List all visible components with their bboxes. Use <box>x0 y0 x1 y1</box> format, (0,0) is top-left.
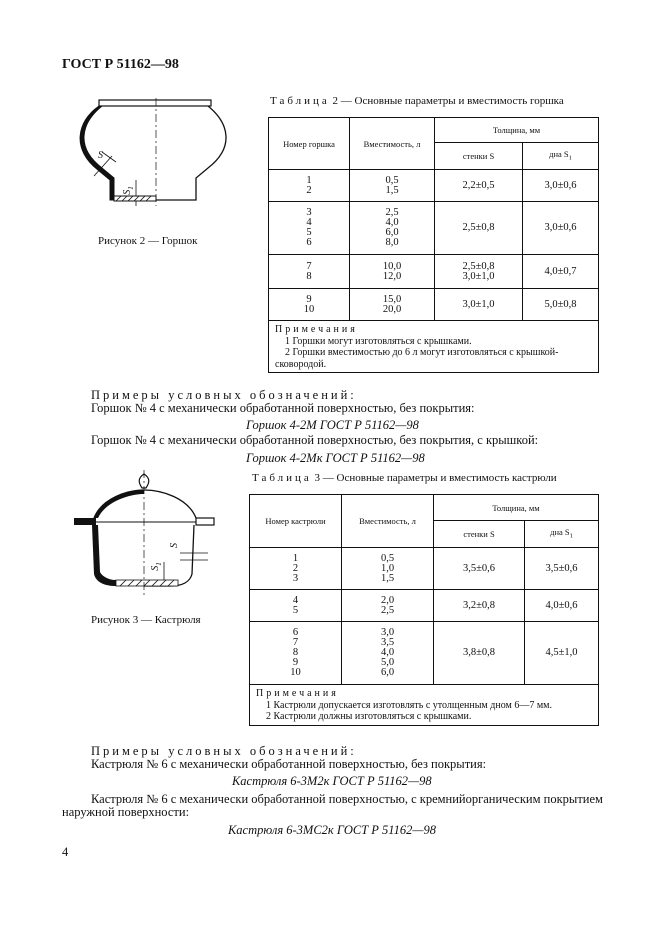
page-number: 4 <box>62 845 69 859</box>
figure-2-label-s: S <box>98 150 103 161</box>
table-row: 1 2 0,5 1,5 2,2±0,5 3,0±0,6 <box>269 170 599 202</box>
examples-1-line-1: Горшок № 4 с механически обработанной поверхностью, без покрытия: <box>91 401 475 415</box>
examples-1-code-2: Горшок 4-2Мк ГОСТ Р 51162—98 <box>246 451 425 465</box>
table-3-header-volume: Вместимость, л <box>342 495 434 548</box>
table-row: 4 5 2,0 2,5 3,2±0,8 4,0±0,6 <box>250 590 599 622</box>
table-row: 7 8 10,0 12,0 2,5±0,8 3,0±1,0 4,0±0,7 <box>269 255 599 289</box>
table-2-header-bottom: дна $S_1$ <box>523 143 599 170</box>
table-2-note-2: 2 Горшки вместимостью до 6 л могут изготовляться с крышкой- <box>285 347 559 358</box>
examples-1-code-1: Горшок 4-2М ГОСТ Р 51162—98 <box>246 418 419 432</box>
table-2-caption: Таблица 2 — Основные параметры и вместимость горшка <box>270 95 564 107</box>
figure-3-caption: Рисунок 3 — Кастрюля <box>91 614 201 626</box>
table-3-header-thickness: Толщина, мм <box>434 495 599 521</box>
table-3-note-1: 1 Кастрюли допускается изготовлять с утолщенным дном 6—7 мм. <box>266 699 552 711</box>
table-2-header-volume: Вместимость, л <box>350 118 435 170</box>
examples-1-line-2: Горшок № 4 с механически обработанной поверхностью, без покрытия, с крышкой: <box>91 433 539 447</box>
table-3-header-number: Номер кастрюли <box>250 495 342 548</box>
table-row: 3 4 5 6 2,5 4,0 6,0 8,0 2,5±0,8 3,0±0,6 <box>269 202 599 255</box>
examples-2-line-2-cont: наружной поверхности: <box>62 805 190 819</box>
examples-2-code-2: Кастрюля 6-3МС2к ГОСТ Р 51162—98 <box>228 823 436 837</box>
examples-2-line-1: Кастрюля № 6 с механически обработанной поверхностью, без покрытия: <box>91 757 487 771</box>
table-2 <box>268 117 599 373</box>
examples-2-title: Примеры условных обозначений: <box>91 744 357 758</box>
table-2-header-thickness: Толщина, мм <box>435 118 599 143</box>
table-3-notes-row <box>250 685 599 726</box>
figure-3-label-s1: $S_1$ <box>149 562 163 571</box>
examples-2-line-2: Кастрюля № 6 с механически обработанной поверхностью, с кремнийорганическим покрытием <box>91 792 603 806</box>
table-row: 6 7 8 9 10 3,0 3,5 4,0 5,0 6,0 3,8±0,8 4,5±1,0 <box>250 622 599 685</box>
table-2-header-wall: стенки S <box>435 143 523 170</box>
table-3-note-2: 2 Кастрюли должны изготовляться с крышками. <box>266 711 472 722</box>
examples-2-code-1: Кастрюля 6-3М2к ГОСТ Р 51162—98 <box>232 774 432 788</box>
figure-2-caption: Рисунок 2 — Горшок <box>98 235 198 247</box>
table-2-note-2-cont: сковородой. <box>275 358 327 370</box>
table-2-header-number: Номер горшка <box>269 118 350 170</box>
table-3 <box>249 494 599 726</box>
table-3-notes-title: Примечания <box>256 688 339 699</box>
table-row: 1 2 3 0,5 1,0 1,5 3,5±0,6 3,5±0,6 <box>250 548 599 590</box>
figure-2-label-s1: $S_1$ <box>121 186 135 195</box>
figure-3-label-s: S <box>169 543 180 548</box>
figure-3-saucepan-drawing <box>72 468 222 598</box>
examples-1-title: Примеры условных обозначений: <box>91 388 357 402</box>
table-3-header-wall: стенки S <box>434 521 525 548</box>
table-2-note-1: 1 Горшки могут изготовляться с крышками. <box>285 335 472 347</box>
table-3-header-bottom: дна $S_1$ <box>525 521 599 548</box>
table-2-notes-row <box>269 321 599 373</box>
table-3-caption: Таблица 3 — Основные параметры и вместимость кастрюли <box>252 472 557 484</box>
document-header: ГОСТ Р 51162—98 <box>62 57 179 72</box>
table-2-notes-title: Примечания <box>275 324 358 335</box>
table-row: 9 10 15,0 20,0 3,0±1,0 5,0±0,8 <box>269 289 599 321</box>
